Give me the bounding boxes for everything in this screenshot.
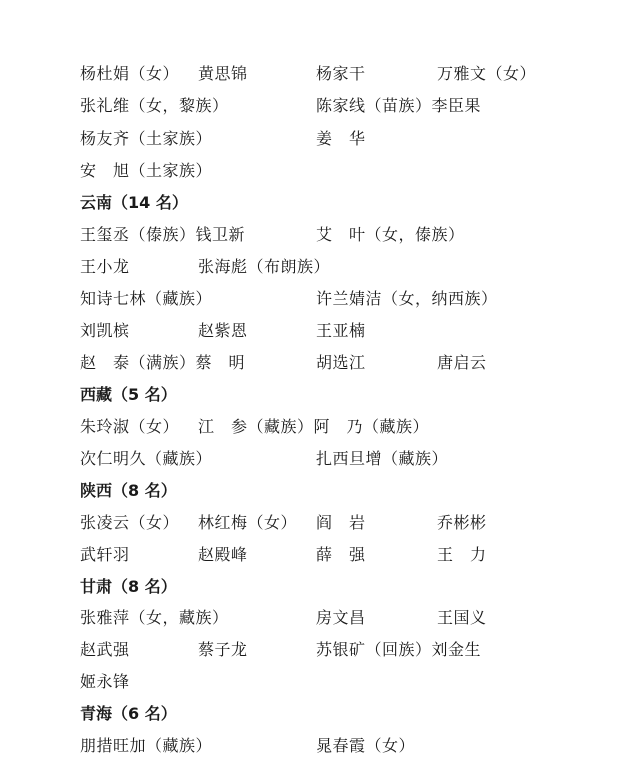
name-entry: 姬永锋 [80,672,130,691]
name-entry: 王小龙 [80,257,130,276]
name-entry: 晁春霞（女） [316,736,416,755]
name-entry: 姜 华 [316,129,366,148]
name-entry: 赵 泰（满族）蔡 明 [80,353,246,372]
name-row [80,223,625,247]
name-row [80,734,625,758]
name-row [80,606,625,630]
section-heading-qinghai: 青海（6 名） [80,704,177,723]
name-row [80,351,625,375]
name-entry: 艾 叶（女，傣族） [316,225,465,244]
name-entry: 陈家线（苗族）李臣果 [316,96,482,115]
section-heading-yunnan: 云南（14 名） [80,193,188,212]
name-row [80,62,625,86]
name-entry: 房文昌 [316,608,366,627]
name-entry: 黄思锦 [198,64,248,83]
name-row [80,511,625,535]
name-entry: 张礼维（女，黎族） [80,96,229,115]
name-entry: 赵武强 [80,640,130,659]
name-entry: 张凌云（女） [80,513,180,532]
name-entry: 武轩羽 [80,545,130,564]
name-entry: 扎西旦增（藏族） [316,449,449,468]
name-entry: 林红梅（女） [198,513,298,532]
name-entry: 胡选江 [316,353,366,372]
name-entry: 唐启云 [437,353,487,372]
name-row [80,255,625,279]
name-entry: 杨杜娟（女） [80,64,180,83]
name-entry: 知诗七林（藏族） [80,289,213,308]
name-entry: 蔡子龙 [198,640,248,659]
name-entry: 江 参（藏族）阿 乃（藏族） [198,417,430,436]
name-entry: 张海彪（布朗族） [198,257,331,276]
name-entry: 王亚楠 [316,321,366,340]
name-entry: 刘凯槟 [80,321,130,340]
name-entry: 阎 岩 [316,513,366,532]
name-row [80,127,625,151]
name-row [80,287,625,311]
name-entry: 许兰婧洁（女，纳西族） [316,289,498,308]
section-heading-gansu: 甘肃（8 名） [80,577,177,596]
name-entry: 王 力 [437,545,487,564]
section-heading-shaanxi: 陕西（8 名） [80,481,177,500]
name-entry: 乔彬彬 [437,513,487,532]
name-entry: 苏银矿（回族）刘金生 [316,640,482,659]
section-heading-xizang: 西藏（5 名） [80,385,177,404]
name-entry: 王玺丞（傣族）钱卫新 [80,225,246,244]
name-entry: 杨家干 [316,64,366,83]
name-row [80,94,625,118]
name-entry: 赵殿峰 [198,545,248,564]
name-row [80,159,625,183]
name-entry: 王国义 [437,608,487,627]
name-row [80,319,625,343]
name-entry: 张雅萍（女，藏族） [80,608,229,627]
name-entry: 薛 强 [316,545,366,564]
name-row [80,638,625,662]
name-row [80,670,625,694]
name-row [80,447,625,471]
name-entry: 安 旭（土家族） [80,161,213,180]
name-entry: 万雅文（女） [437,64,537,83]
name-entry: 次仁明久（藏族） [80,449,213,468]
name-row [80,543,625,567]
name-entry: 杨友齐（土家族） [80,129,213,148]
name-row [80,415,625,439]
name-entry: 朋措旺加（藏族） [80,736,213,755]
name-entry: 赵紫恩 [198,321,248,340]
name-entry: 朱玲淑（女） [80,417,180,436]
